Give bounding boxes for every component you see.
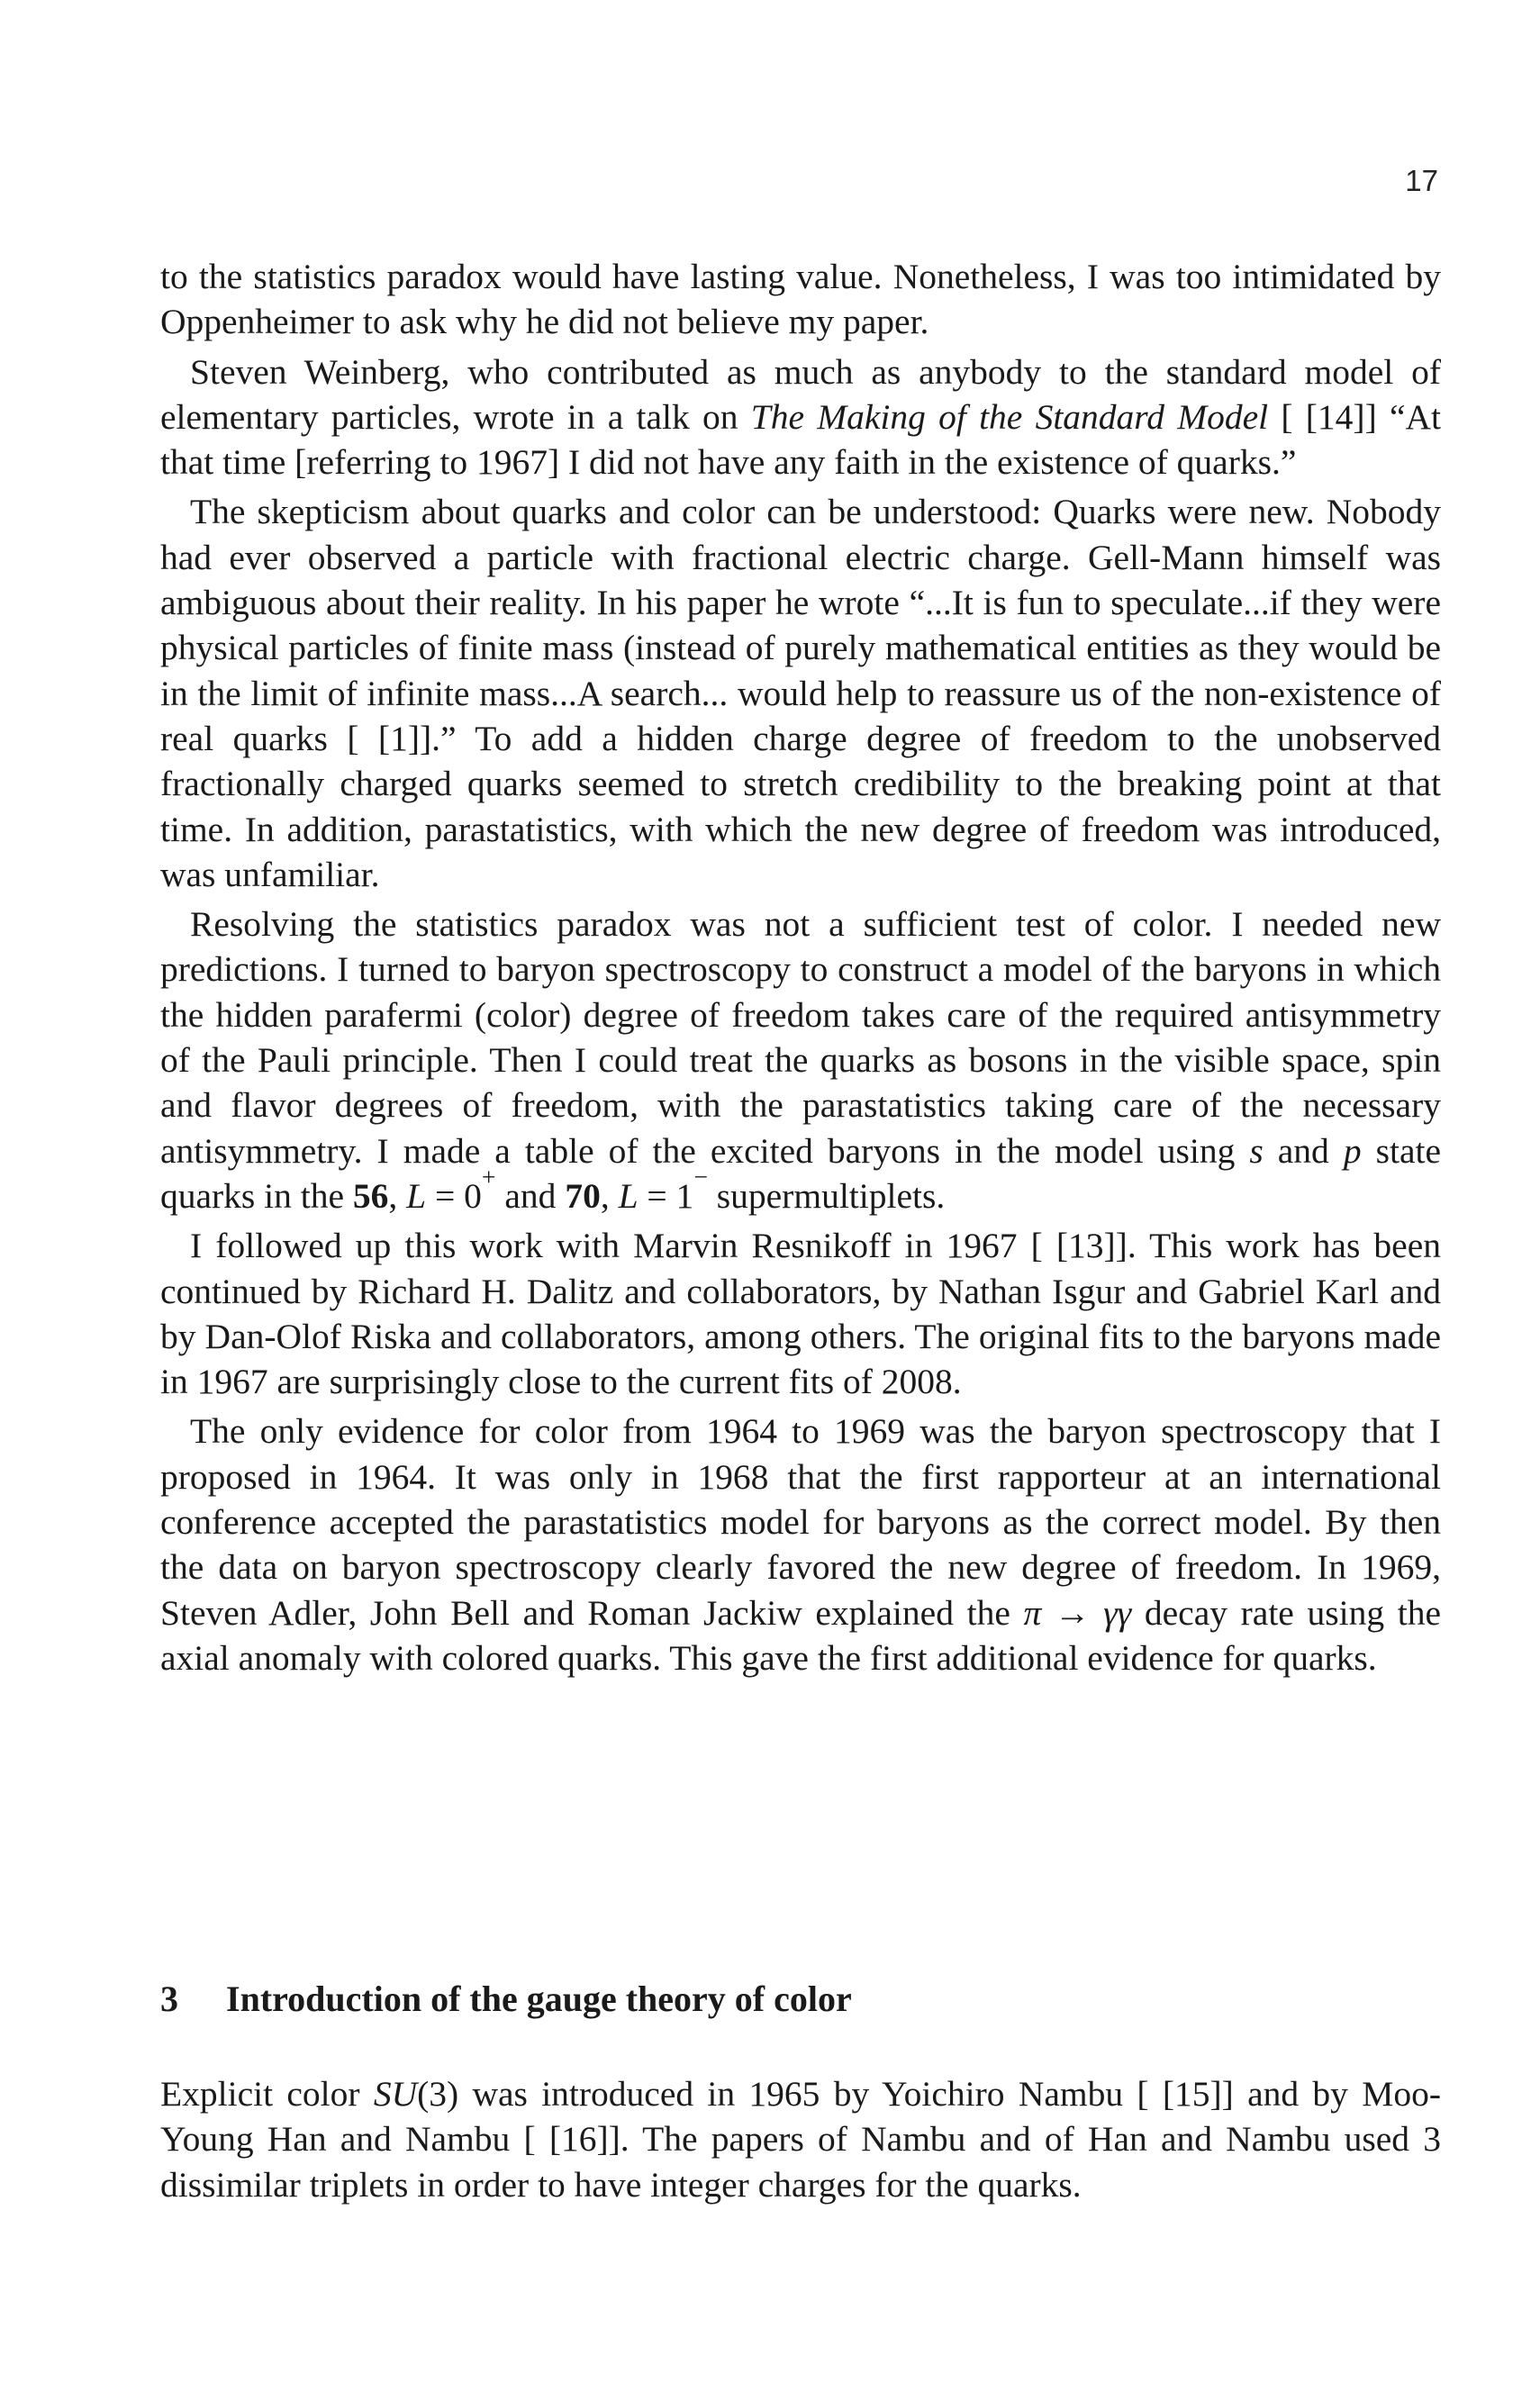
math-sup-plus: + <box>481 1163 496 1191</box>
section-paragraph-text-a: Explicit color <box>160 2074 374 2114</box>
math-sup-minus: − <box>693 1163 708 1191</box>
paragraph-2-text-b: [ [14]] “At that time [referring to 1967] I did not have any faith in the existence of quarks.” <box>160 396 1441 483</box>
section-heading <box>160 1977 1441 2022</box>
paragraph-2-text-a: Steven Weinberg, who contributed as much as anybody to the standard model of elementary particles, wrote in a talk on <box>160 351 1441 437</box>
paragraph-4: Resolving the statistics paradox was not a sufficient test of color. I needed new predictions. I turned to baryon spectroscopy to construct a model of the baryons in which the hidden parafermi (color) degree of freedom takes care of the required antisymmetry of the Pauli principle. Then I could treat the quarks as bosons in the visible space, spin and flavor degrees of freedom, with the parastatistics taking care of the necessary antisymmetry. I made a table of the excited baryons in the model using s and p state quarks in the 56, L = 0+ and 70, L = 1− supermultiplets. <box>160 904 1441 1216</box>
math-SU: SU <box>373 2074 418 2114</box>
paragraph-6-text-b: decay rate using the axial anomaly with colored quarks. This gave the first additional evidence for quarks. <box>160 1592 1442 1678</box>
paragraph-4-text-b: and <box>1263 1130 1344 1171</box>
section-title: Introduction of the gauge theory of color <box>226 1979 852 2019</box>
math-s: s <box>1249 1130 1264 1171</box>
paragraph-6-text-a: The only evidence for color from 1964 to 1969 was the baryon spectroscopy that I proposed in 1964. It was only in 1968 that the first rapporteur at an international conference accepted the parastatistics model for baryons as the correct model. By then the data on baryon spectroscopy clearly favored the new degree of freedom. In 1969, Steven Adler, John Bell and Roman Jackiw explained the <box>160 1411 1441 1633</box>
multiplet-70: 70 <box>565 1175 601 1216</box>
math-L2: L <box>618 1175 639 1216</box>
multiplet-56: 56 <box>352 1175 389 1216</box>
paragraph-6 <box>160 1408 1441 1680</box>
math-p: p <box>1343 1130 1362 1171</box>
math-eq1: = 0 <box>426 1175 482 1216</box>
math-pion-decay: π → γγ <box>1023 1592 1132 1633</box>
paragraph-4-text-a: Resolving the statistics paradox was not a sufficient test of color. I needed new predictions. I turned to baryon spectroscopy to construct a model of the baryons in which the hidden parafermi (color) degree of freedom takes care of the required antisymmetry of the Pauli principle. Then I could treat the quarks as bosons in the visible space, spin and flavor degrees of freedom, with the parastatistics taking care of the necessary antisymmetry. I made a table of the excited baryons in the model using <box>160 904 1441 1171</box>
body-text <box>160 254 1441 1680</box>
paragraph-4-text-c: state quarks in the <box>160 1130 1441 1216</box>
paragraph-4-text-e: supermultiplets. <box>707 1175 946 1216</box>
page-number: 17 <box>1405 164 1438 197</box>
section-paragraph-text-b: (3) was introduced in 1965 by Yoichiro Nambu [ [15]] and by Moo-Young Han and Nambu [ [16]]. The papers of Nambu and of Han and Nambu used 3 dissimilar triplets in order to have integer charges for the quarks. <box>160 2074 1442 2205</box>
section-body <box>160 2071 1441 2207</box>
paragraph-4-text-d: and <box>495 1175 566 1216</box>
math-eq2: = 1 <box>638 1175 694 1216</box>
section-number: 3 <box>160 1979 178 2019</box>
math-L1: L <box>406 1175 427 1216</box>
section-paragraph <box>160 2071 1441 2207</box>
paragraph-2 <box>160 349 1441 485</box>
paragraph-1: to the statistics paradox would have lasting value. Nonetheless, I was too intimidated by Oppenheimer to ask why he did not believe my paper. <box>160 257 1441 342</box>
paragraph-3: The skepticism about quarks and color can be understood: Quarks were new. Nobody had ever observed a particle with fractional electric charge. Gell-Mann himself was ambiguous about their reality. In his paper he wrote “...It is fun to speculate...if they were physical particles of finite mass (instead of purely mathematical entities as they would be in the limit of infinite mass...A search... would help to reassure us of the non-existence of real quarks [ [1]].” To add a hidden charge degree of freedom to the unobserved fractionally charged quarks seemed to stretch credibility to the breaking point at that time. In addition, parastatistics, with which the new degree of freedom was introduced, was unfamiliar. <box>160 492 1441 894</box>
paper-title-italic: The Making of the Standard Model <box>750 396 1269 437</box>
paragraph-5: I followed up this work with Marvin Resnikoff in 1967 [ [13]]. This work has been continued by Richard H. Dalitz and collaborators, by Nathan Isgur and Gabriel Karl and by Dan-Olof Riska and collaborators, among others. The original fits to the baryons made in 1967 are surprisingly close to the current fits of 2008. <box>160 1226 1441 1402</box>
